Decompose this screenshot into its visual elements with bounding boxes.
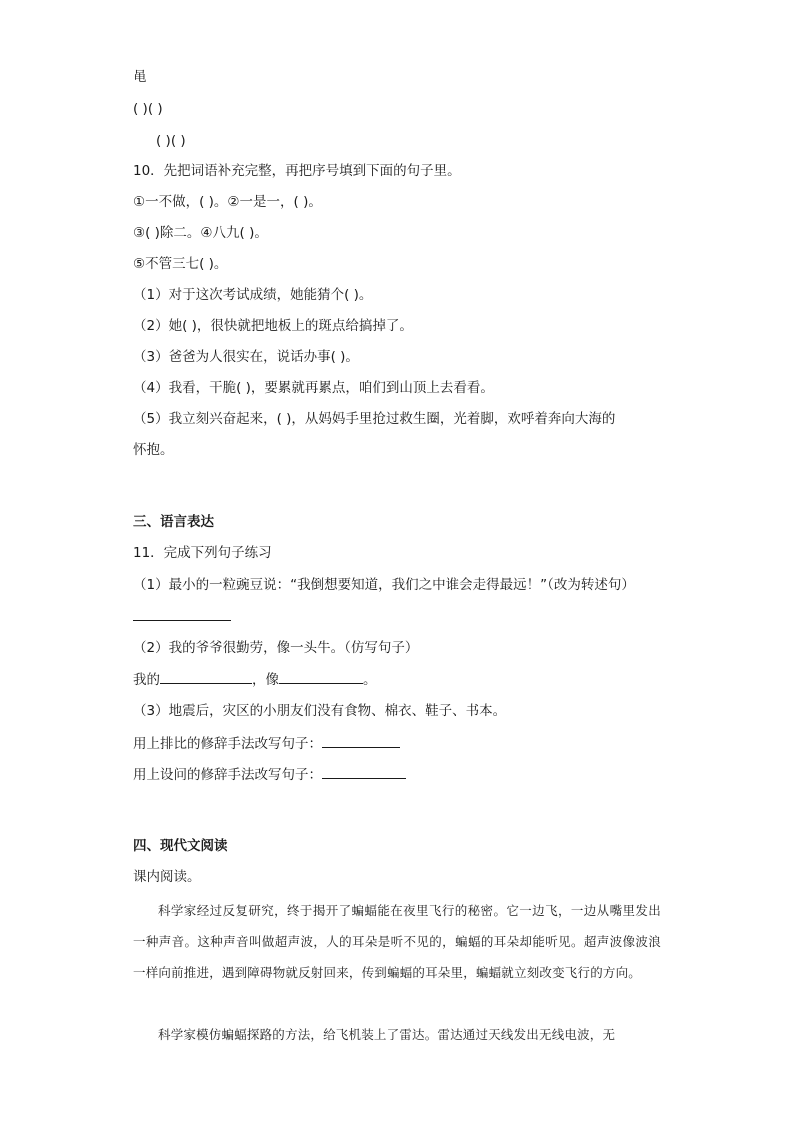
q10-items-line-2: ③( )除二。④八九( )。 [133, 225, 268, 241]
reading-intro: 课内阅读。 [133, 869, 201, 885]
section-4-heading: 四、现代文阅读 [133, 838, 228, 854]
q10-sentence-2: （2）她( )，很快就把地板上的斑点给搞掉了。 [133, 318, 413, 334]
top-answer-row-2: ( )( ) [156, 133, 186, 149]
q11-part-3-question: 用上设问的修辞手法改写句子： [133, 764, 406, 785]
q10-title: 10．先把词语补充完整，再把序号填到下面的句子里。 [133, 163, 461, 179]
q11-part-1-answer-line [133, 606, 231, 627]
top-answer-row-1: ( )( ) [133, 101, 163, 117]
q11-part-1: （1）最小的一粒豌豆说：“我倒想要知道，我们之中谁会走得最远！”（改为转述句） [133, 577, 635, 593]
top-char: 黾 [133, 69, 147, 85]
section-3-heading: 三、语言表达 [133, 514, 214, 530]
q10-sentence-1: （1）对于这次考试成绩，她能猜个( )。 [133, 287, 373, 303]
reading-paragraph-1: 科学家经过反复研究，终于揭开了蝙蝠能在夜里飞行的秘密。它一边飞，一边从嘴里发出一种声音。这种声音叫做超声波，人的耳朵是听不见的，蝙蝠的耳朵却能听见。超声波像波浪一样向前推进，遇到障碍物就反射回来，传到蝙蝠的耳朵里，蝙蝠就立刻改变飞行的方向。 [133, 903, 661, 980]
q10-sentence-3: （3）爸爸为人很实在，说话办事( )。 [133, 349, 359, 365]
reading-paragraph-2: 科学家模仿蝙蝠探路的方法，给飞机装上了雷达。雷达通过天线发出无线电波，无 [158, 1027, 616, 1042]
q10-sentence-5: （5）我立刻兴奋起来，( )，从妈妈手里抢过救生圈，光着脚，欢呼着奔向大海的 [133, 411, 616, 427]
q10-sentence-4: （4）我看，干脆( )，要累就再累点，咱们到山顶上去看看。 [133, 380, 494, 396]
q11-part-2-fill: 我的 ，像 。 [133, 669, 377, 690]
q10-items-line-1: ①一不做，( )。②一是一，( )。 [133, 194, 322, 210]
q11-part-3: （3）地震后，灾区的小朋友们没有食物、棉衣、鞋子、书本。 [133, 703, 507, 719]
q11-part-3-parallelism: 用上排比的修辞手法改写句子： [133, 733, 400, 754]
q10-sentence-5-cont: 怀抱。 [133, 442, 174, 458]
q10-items-line-3: ⑤不管三七( )。 [133, 256, 228, 272]
q11-title: 11．完成下列句子练习 [133, 545, 272, 561]
q11-part-2: （2）我的爷爷很勤劳，像一头牛。（仿写句子） [133, 640, 419, 656]
